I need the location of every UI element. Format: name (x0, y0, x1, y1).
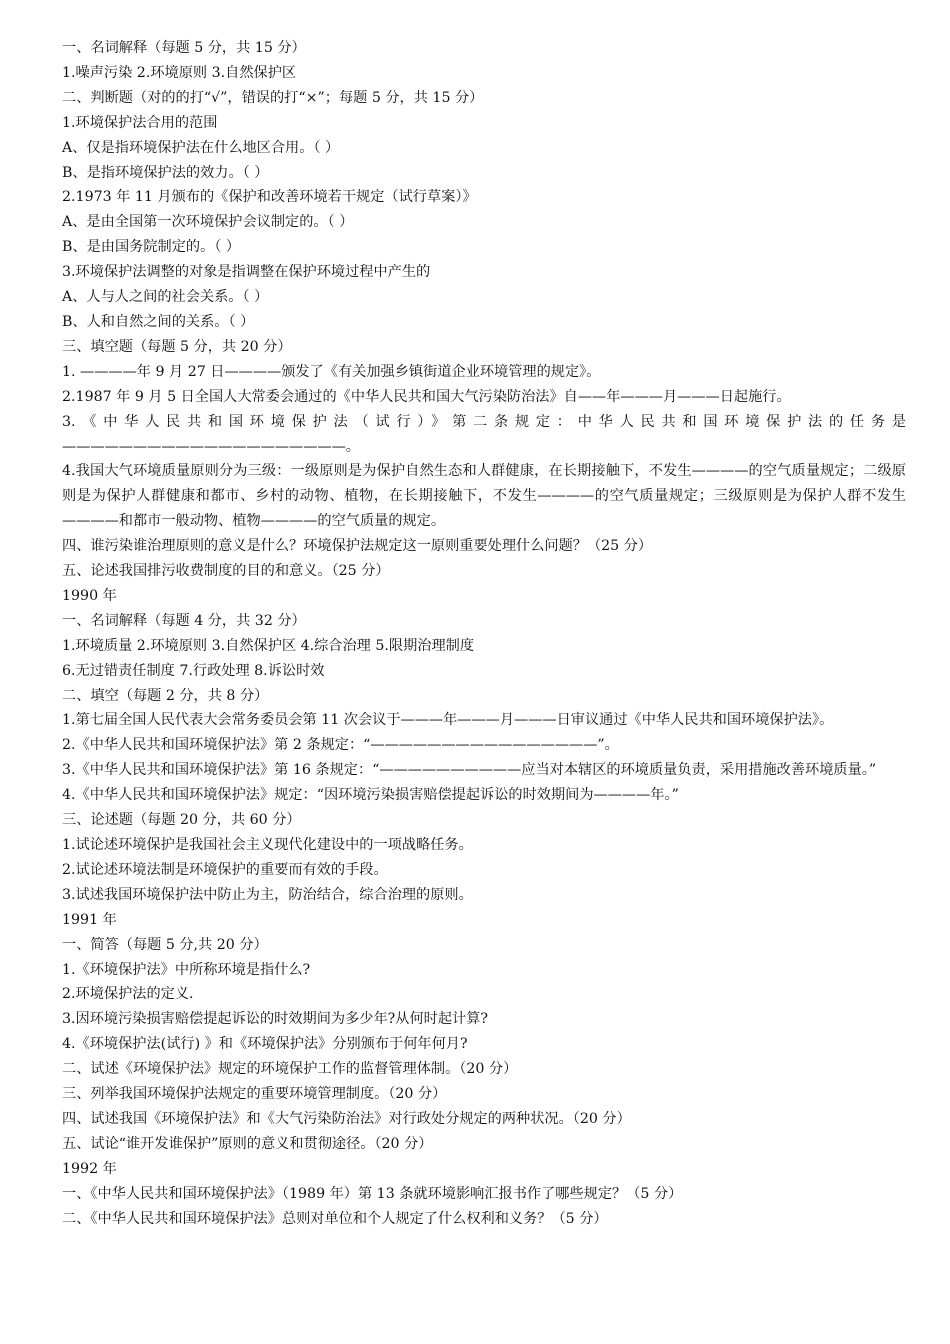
text-line: 2.《中华人民共和国环境保护法》第 2 条规定：“————————————————”。 (62, 737, 619, 754)
text-line: 1991 年 (62, 911, 117, 928)
text-line: 1.试论述环境保护是我国社会主义现代化建设中的一项战略任务。 (62, 837, 473, 853)
text-line: 二、《中华人民共和国环境保护法》总则对单位和个人规定了什么权利和义务？（5 分） (62, 1210, 608, 1227)
text-line: 4.我国大气环境质量原则分为三级：一级原则是为保护自然生态和人群健康，在长期接触下，不发生————的空气质量规定；二级原则是为保护人群健康和都市、乡村的动物、植物，在长期接触下，不发生————的空气质量规定；三级原则是为保护人群不发生————和都市一般动物、植物————的空气质量的规定。 (62, 463, 906, 530)
text-line: 四、试述我国《环境保护法》和《大气污染防治法》对行政处分规定的两种状况。（20 分） (62, 1110, 631, 1127)
text-line: A、仅是指环境保护法在什么地区合用。（ ） (62, 139, 340, 156)
text-line: 五、试论“谁开发谁保护”原则的意义和贯彻途径。（20 分） (62, 1135, 433, 1152)
text-line: B、是指环境保护法的效力。（ ） (62, 164, 269, 181)
text-line: 1. ————年 9 月 27 日————颁发了《有关加强乡镇街道企业环境管理的规定》。 (62, 363, 601, 380)
text-line: 三、填空题（每题 5 分，共 20 分） (62, 338, 292, 355)
text-line: 2.试论述环境法制是环境保护的重要而有效的手段。 (62, 861, 388, 878)
text-line: 二、填空（每题 2 分，共 8 分） (62, 687, 269, 704)
text-line: 1992 年 (62, 1160, 117, 1177)
text-line: 四、谁污染谁治理原则的意义是什么？环境保护法规定这一原则重要处理什么问题？（25 分） (62, 538, 653, 555)
text-line: 4.《环境保护法(试行) 》和《环境保护法》分别颁布于何年何月? (62, 1036, 468, 1053)
text-line: 3.因环境污染损害赔偿提起诉讼的时效期间为多少年?从何时起计算? (62, 1011, 489, 1028)
text-line: 一、名词解释（每题 5 分，共 15 分） (62, 40, 306, 56)
text-line: 1.《环境保护法》中所称环境是指什么? (62, 961, 311, 978)
text-line: 1.环境保护法合用的范围 (62, 114, 218, 131)
text-line: 2.1987 年 9 月 5 日全国人大常委会通过的《中华人民共和国大气污染防治法》自——年———月———日起施行。 (62, 388, 791, 405)
text-line: 2.环境保护法的定义. (62, 986, 194, 1003)
text-line: A、人与人之间的社会关系。（ ） (62, 289, 269, 306)
text-line: 4.《中华人民共和国环境保护法》规定：“因环境污染损害赔偿提起诉讼的时效期间为————年。” (62, 787, 679, 804)
text-line: 1.环境质量 2.环境原则 3.自然保护区 4.综合治理 5.限期治理制度 (62, 637, 475, 654)
text-line: 五、论述我国排污收费制度的目的和意义。（25 分） (62, 563, 390, 580)
text-line: 3.环境保护法调整的对象是指调整在保护环境过程中产生的 (62, 264, 431, 281)
text-line: 二、判断题（对的的打“√”，错误的打“×”；每题 5 分，共 15 分） (62, 89, 484, 106)
text-line: 2.1973 年 11 月颁布的《保护和改善环境若干规定（试行草案）》 (62, 189, 477, 206)
text-line: 1.噪声污染 2.环境原则 3.自然保护区 (62, 64, 297, 81)
text-line: 6.无过错责任制度 7.行政处理 8.诉讼时效 (62, 662, 325, 679)
text-line: 3.试述我国环境保护法中防止为主，防治结合，综合治理的原则。 (62, 886, 473, 903)
text-line: 三、列举我国环境保护法规定的重要环境管理制度。（20 分） (62, 1086, 447, 1103)
text-line: 三、论述题（每题 20 分，共 60 分） (62, 812, 301, 829)
text-line: 一、简答（每题 5 分,共 20 分） (62, 936, 268, 953)
text-line: 1990 年 (62, 587, 117, 604)
text-line: 3.《中华人民共和国环境保护法》第 16 条规定：“——————————应当对本辖区的环境质量负责，采用措施改善环境质量。” (62, 762, 877, 779)
document-body (62, 36, 906, 1232)
text-line: 3.《中华人民共和国环境保护法（试行）》第二条规定：中华人民共和国环境保护法的任务是————————————————————。 (62, 413, 906, 455)
text-line: 一、名词解释（每题 4 分，共 32 分） (62, 612, 306, 629)
text-line: 一、《中华人民共和国环境保护法》（1989 年）第 13 条就环境影响汇报书作了哪些规定？（5 分） (62, 1185, 683, 1202)
text-line: B、是由国务院制定的。（ ） (62, 239, 241, 256)
text-line: 二、试述《环境保护法》规定的环境保护工作的监督管理体制。（20 分） (62, 1061, 518, 1078)
text-line: B、人和自然之间的关系。（ ） (62, 313, 255, 330)
text-line: A、是由全国第一次环境保护会议制定的。（ ） (62, 214, 354, 231)
text-line: 1.第七届全国人民代表大会常务委员会第 11 次会议于———年———月———日审议通过《中华人民共和国环境保护法》。 (62, 712, 834, 729)
